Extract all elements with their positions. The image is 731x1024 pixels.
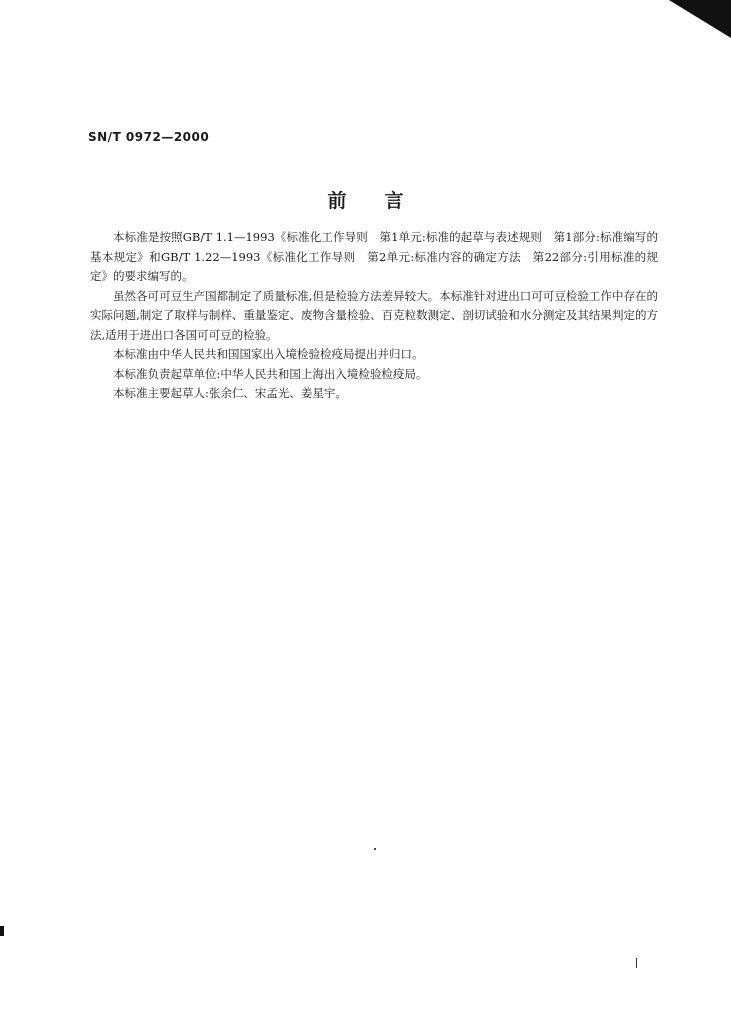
scan-corner-fold [669,0,731,38]
scan-edge-mark [0,926,4,936]
paragraph-proposer: 本标准由中华人民共和国国家出入境检验检疫局提出并归口。 [113,347,424,361]
paragraph-drafters: 本标准主要起草人:张余仁、宋孟光、姜星宇。 [113,386,347,400]
title-char-2: 言 [384,190,404,212]
scan-tick-mark [636,958,637,968]
paragraph-drafting-basis: 本标准是按照GB/T 1.1—1993《标准化工作导则 第1单元:标准的起草与表述规则 第1部分:标准编写的基本规定》和GB/T 1.22—1993《标准化工作导则 第2单元:标准内容的确定方法 第22部分:引用标准的规定》的要求编写的。 [90,230,658,283]
title-char-1: 前 [327,190,347,212]
paragraph-purpose: 虽然各可可豆生产国都制定了质量标准,但是检验方法差异较大。本标准针对进出口可可豆检验工作中存在的实际问题,制定了取样与制样、重量鉴定、废物含量检验、百克粒数测定、剖切试验和水分测定及其结果判定的方法,适用于进出口各国可可豆的检验。 [90,288,658,342]
paragraph-drafting-unit: 本标准负责起草单位:中华人民共和国上海出入境检验检疫局。 [113,366,428,381]
scan-speck [374,848,376,850]
foreword-body [90,228,658,404]
standard-code: SN/T 0972—2000 [88,130,210,144]
page-title [0,186,731,213]
